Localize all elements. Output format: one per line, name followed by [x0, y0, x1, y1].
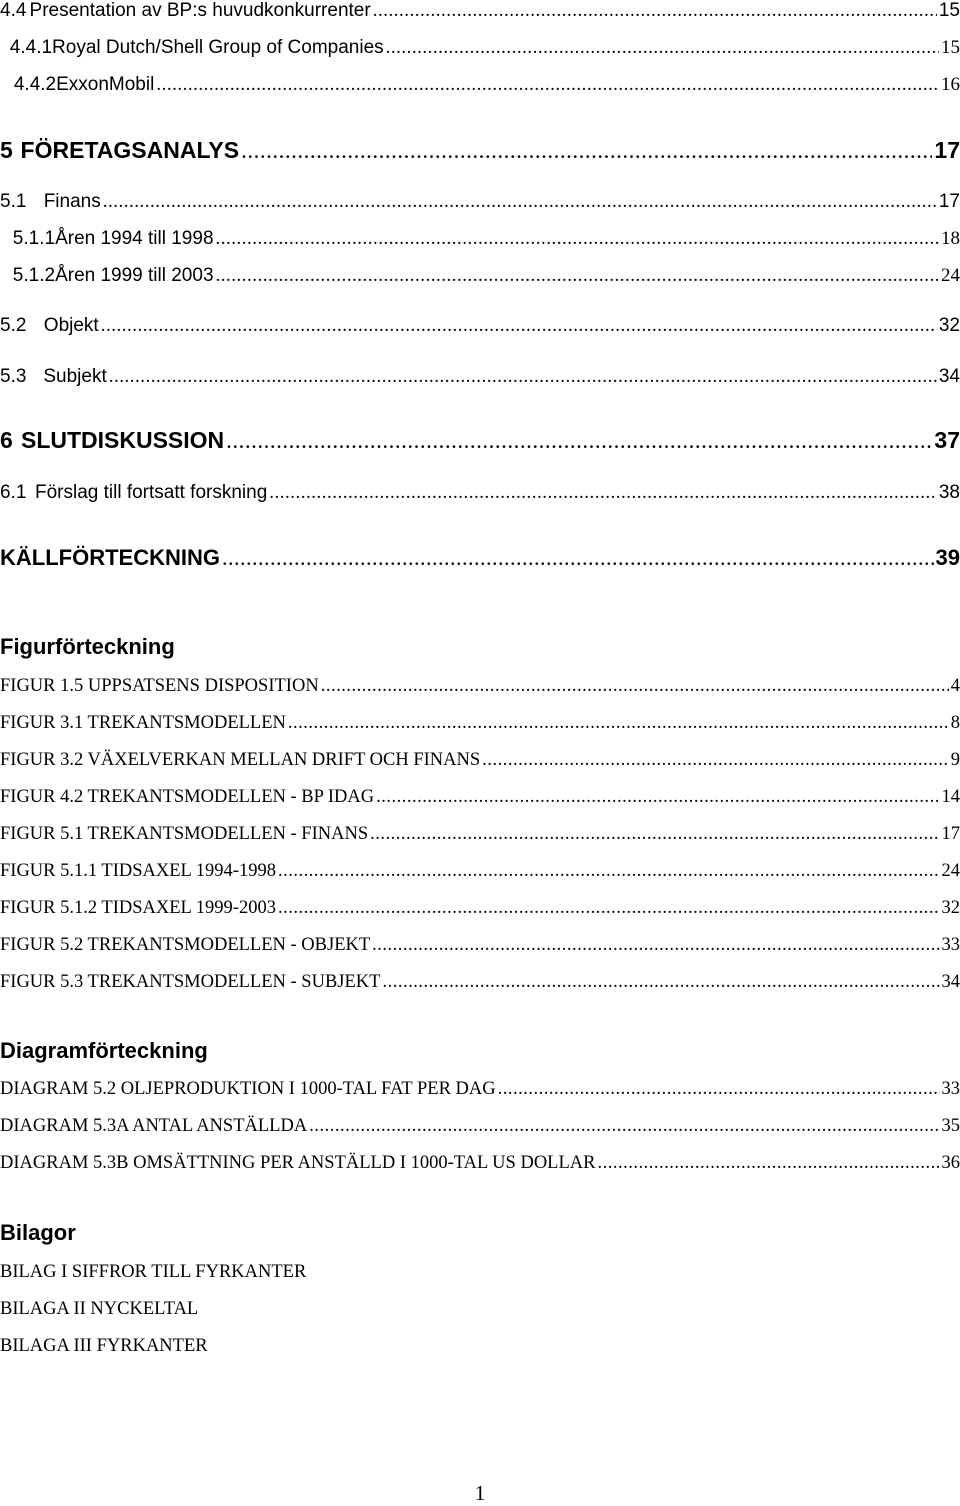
diagram-title: DIAGRAM 5.3B OMSÄTTNING PER ANSTÄLLD I 1000-TAL US DOLLAR	[0, 1153, 595, 1174]
appendix-item[interactable]: BILAG I SIFFROR TILL FYRKANTER	[0, 1262, 306, 1283]
toc-title: Objekt	[44, 315, 99, 337]
toc-leader	[498, 1079, 940, 1100]
toc-leader	[101, 315, 937, 337]
diagram-list-heading: Diagramförteckning	[0, 1038, 208, 1064]
toc-entry-5[interactable]	[0, 137, 960, 164]
toc-entry-4-4[interactable]	[0, 0, 960, 22]
toc-leader	[597, 1153, 939, 1174]
toc-leader	[156, 74, 939, 96]
diagram-page: 35	[942, 1116, 960, 1137]
figure-title: FIGUR 1.5 UPPSATSENS DISPOSITION	[0, 676, 319, 697]
toc-number: 5.1	[0, 191, 44, 213]
toc-leader	[309, 1116, 939, 1137]
figure-page: 9	[951, 750, 960, 771]
toc-entry-5-2[interactable]	[0, 315, 960, 337]
toc-number: 6.1	[0, 482, 35, 504]
diagram-title: DIAGRAM 5.3A ANTAL ANSTÄLLDA	[0, 1116, 307, 1137]
figure-title: FIGUR 5.1.1 TIDSAXEL 1994-1998	[0, 861, 276, 882]
toc-title: Förslag till fortsatt forskning	[35, 482, 267, 504]
figure-list-item[interactable]	[0, 676, 960, 697]
toc-leader	[226, 428, 932, 454]
toc-title: Åren 1999 till 2003	[55, 265, 213, 287]
toc-page: 16	[941, 74, 960, 96]
toc-entry-4-4-2[interactable]	[0, 74, 960, 96]
toc-number: 5.1.2	[13, 265, 55, 287]
figure-list-item[interactable]	[0, 972, 960, 993]
diagram-page: 33	[942, 1079, 960, 1100]
toc-page: 38	[939, 482, 960, 504]
figure-title: FIGUR 5.1 TREKANTSMODELLEN - FINANS	[0, 824, 368, 845]
toc-title: Subjekt	[43, 366, 106, 388]
toc-entry-4-4-1[interactable]	[0, 37, 960, 59]
toc-number: 4.4.2	[14, 74, 56, 96]
toc-leader	[278, 861, 940, 882]
toc-page: 39	[936, 545, 960, 571]
toc-number: 4.4	[0, 0, 30, 22]
toc-page: 32	[939, 315, 960, 337]
toc-title: FÖRETAGSANALYS	[21, 137, 240, 164]
toc-leader	[241, 138, 932, 164]
figure-list-item[interactable]	[0, 750, 960, 771]
diagram-page: 36	[942, 1153, 960, 1174]
toc-leader	[269, 482, 937, 504]
appendix-item[interactable]: BILAGA III FYRKANTER	[0, 1336, 208, 1357]
toc-page: 18	[941, 228, 960, 250]
figure-list-item[interactable]	[0, 787, 960, 808]
toc-entry-6[interactable]	[0, 427, 960, 454]
figure-title: FIGUR 5.1.2 TIDSAXEL 1999-2003	[0, 898, 276, 919]
figure-title: FIGUR 3.2 VÄXELVERKAN MELLAN DRIFT OCH FINANS	[0, 750, 480, 771]
figure-page: 14	[942, 787, 960, 808]
toc-page: 24	[941, 265, 960, 287]
toc-leader	[216, 265, 939, 287]
figure-list-item[interactable]	[0, 861, 960, 882]
diagram-list-item[interactable]	[0, 1116, 960, 1137]
figure-page: 34	[942, 972, 960, 993]
figure-title: FIGUR 3.1 TREKANTSMODELLEN	[0, 713, 286, 734]
figure-page: 4	[951, 676, 960, 697]
toc-entry-5-1-1[interactable]	[0, 228, 960, 250]
toc-page: 15	[941, 37, 960, 59]
figure-list-item[interactable]	[0, 898, 960, 919]
toc-leader	[370, 824, 939, 845]
toc-leader	[372, 935, 939, 956]
toc-leader	[216, 228, 939, 250]
figure-title: FIGUR 5.2 TREKANTSMODELLEN - OBJEKT	[0, 935, 370, 956]
page-number: 1	[0, 1481, 960, 1506]
figure-list-item[interactable]	[0, 713, 960, 734]
diagram-list-item[interactable]	[0, 1153, 960, 1174]
toc-page: 37	[934, 427, 960, 454]
figure-page: 8	[951, 713, 960, 734]
toc-leader	[321, 676, 949, 697]
figure-list-heading: Figurförteckning	[0, 634, 175, 660]
diagram-list-item[interactable]	[0, 1079, 960, 1100]
toc-leader	[278, 898, 940, 919]
toc-entry-kallforteckning[interactable]	[0, 545, 960, 571]
toc-number: 5	[0, 137, 21, 164]
toc-leader	[288, 713, 949, 734]
figure-page: 33	[942, 935, 960, 956]
toc-title: Presentation av BP:s huvudkonkurrenter	[30, 0, 371, 22]
toc-leader	[222, 545, 934, 571]
toc-entry-5-3[interactable]	[0, 366, 960, 388]
toc-title: Royal Dutch/Shell Group of Companies	[52, 37, 384, 59]
figure-title: FIGUR 4.2 TREKANTSMODELLEN - BP IDAG	[0, 787, 374, 808]
figure-page: 24	[942, 861, 960, 882]
toc-leader	[386, 37, 939, 59]
toc-page: 15	[939, 0, 960, 22]
figure-page: 17	[942, 824, 960, 845]
toc-leader	[103, 191, 937, 213]
figure-list-item[interactable]	[0, 935, 960, 956]
toc-title: Finans	[44, 191, 101, 213]
toc-leader	[482, 750, 949, 771]
toc-number: 5.1.1	[13, 228, 55, 250]
diagram-title: DIAGRAM 5.2 OLJEPRODUKTION I 1000-TAL FAT PER DAG	[0, 1079, 496, 1100]
toc-title: KÄLLFÖRTECKNING	[0, 545, 220, 571]
appendix-item[interactable]: BILAGA II NYCKELTAL	[0, 1299, 198, 1320]
toc-page: 34	[939, 366, 960, 388]
figure-page: 32	[942, 898, 960, 919]
toc-page: 17	[934, 137, 960, 164]
toc-page: 17	[939, 191, 960, 213]
toc-number: 4.4.1	[10, 37, 52, 59]
toc-title: Åren 1994 till 1998	[55, 228, 213, 250]
toc-number: 5.3	[0, 366, 43, 388]
toc-entry-5-1-2[interactable]	[0, 265, 960, 287]
toc-leader	[373, 0, 937, 22]
toc-title: ExxonMobil	[56, 74, 154, 96]
toc-leader	[109, 366, 937, 388]
toc-number: 6	[0, 427, 21, 454]
toc-title: SLUTDISKUSSION	[21, 427, 224, 454]
toc-entry-5-1[interactable]	[0, 191, 960, 213]
figure-list-item[interactable]	[0, 824, 960, 845]
toc-leader	[376, 787, 939, 808]
appendix-heading: Bilagor	[0, 1220, 76, 1246]
toc-leader	[382, 972, 939, 993]
figure-title: FIGUR 5.3 TREKANTSMODELLEN - SUBJEKT	[0, 972, 380, 993]
toc-number: 5.2	[0, 315, 44, 337]
toc-entry-6-1[interactable]	[0, 482, 960, 504]
